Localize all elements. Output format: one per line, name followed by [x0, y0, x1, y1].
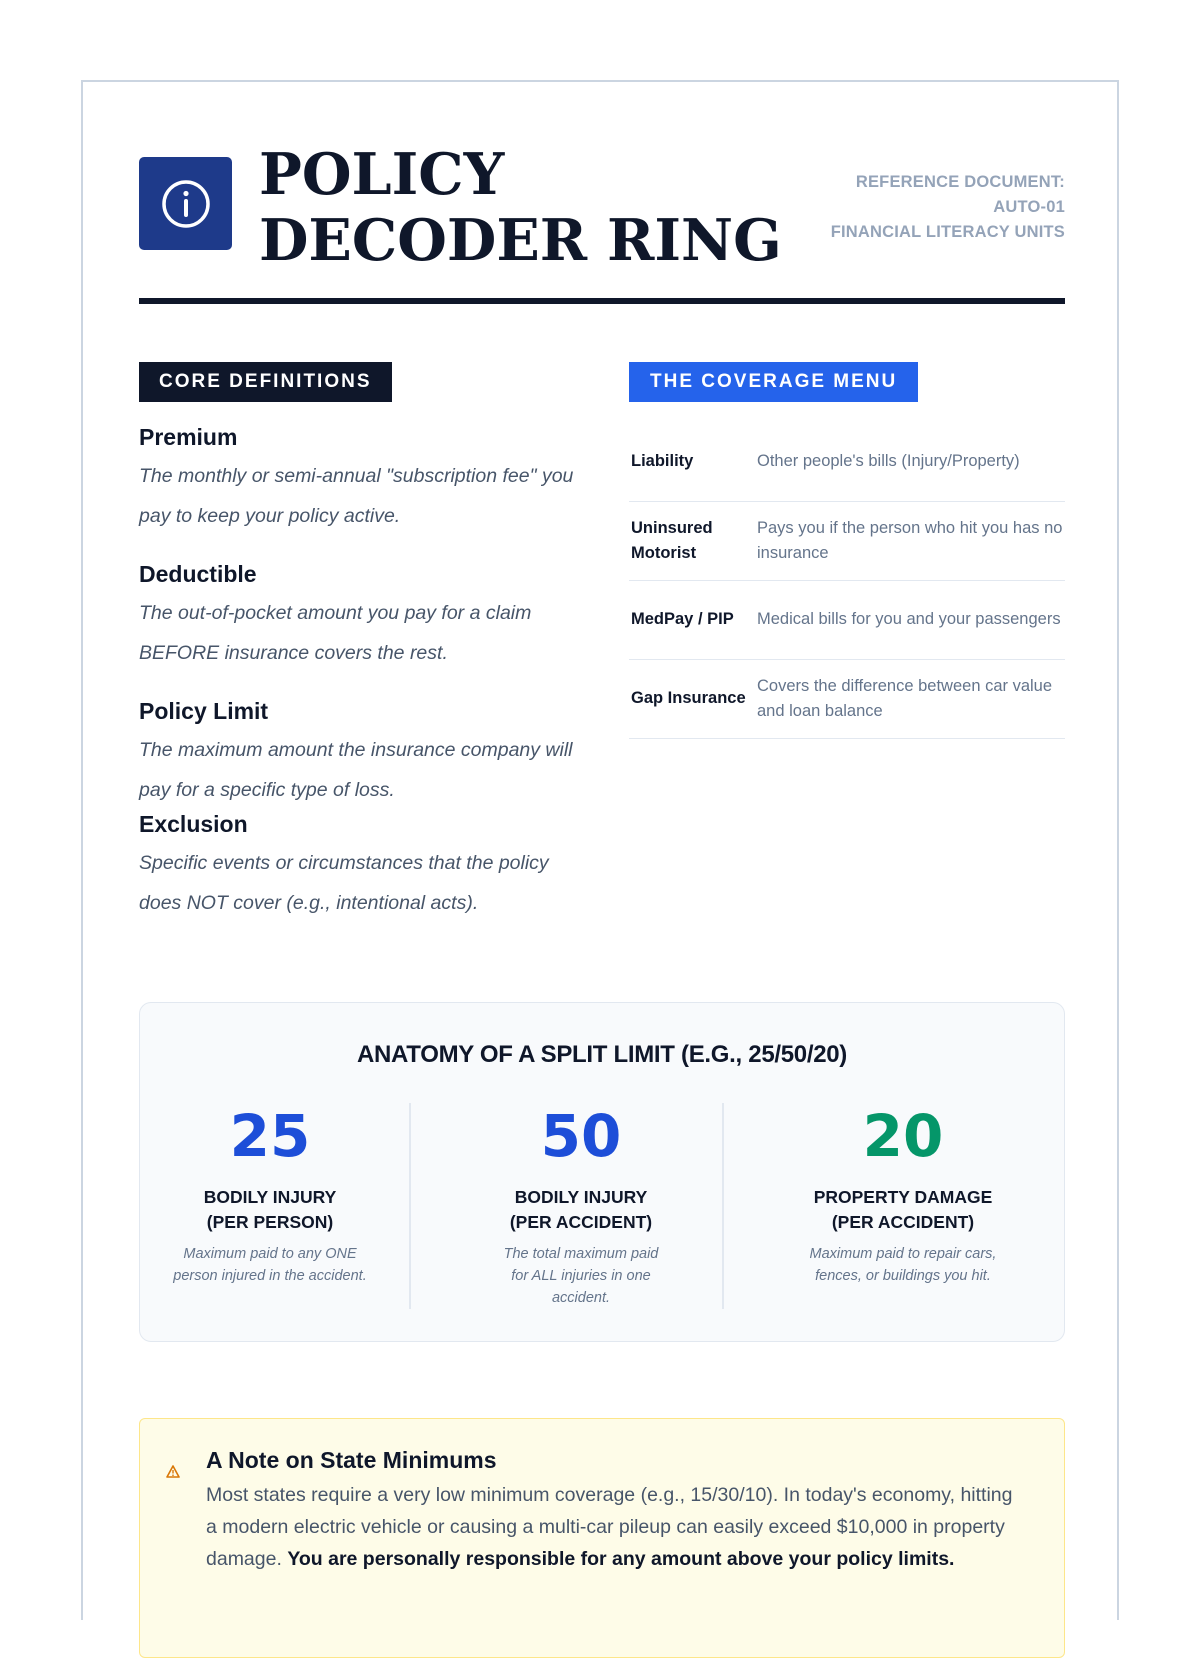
- core-definitions-section: [139, 362, 579, 914]
- limit-description: The total maximum paid for ALL injuries in one accident.: [503, 1246, 659, 1306]
- limit-description: Maximum paid to repair cars, fences, or buildings you hit.: [809, 1246, 997, 1284]
- term-definition: The monthly or semi-annual "subscription fee" you pay to keep your policy active.: [139, 465, 574, 527]
- limit-label-line: PROPERTY DAMAGE: [813, 1187, 993, 1207]
- limit-number: 25: [229, 1102, 311, 1170]
- reference-unit: FINANCIAL LITERACY UNITS: [830, 223, 1065, 241]
- term-title: Exclusion: [139, 811, 248, 837]
- column-divider: [409, 1103, 411, 1309]
- term-definition: Specific events or circumstances that the policy does NOT cover (e.g., intentional acts).: [139, 852, 549, 914]
- coverage-name: Uninsured Motorist: [629, 501, 757, 580]
- limit-number: 50: [540, 1102, 622, 1170]
- limit-bodily-injury-per-person: [170, 1103, 370, 1287]
- state-minimums-note: [139, 1418, 1065, 1658]
- term-title: Policy Limit: [139, 698, 269, 724]
- warning-icon: [166, 1465, 180, 1483]
- header-divider: [139, 298, 1065, 304]
- table-row: [629, 580, 1065, 659]
- limit-number: 20: [862, 1102, 944, 1170]
- limit-label-line: (PER ACCIDENT): [509, 1212, 653, 1232]
- coverage-menu-label: THE COVERAGE MENU: [629, 362, 918, 402]
- note-body: [206, 1479, 1026, 1575]
- term-policy-limit: [139, 696, 579, 810]
- term-premium: [139, 422, 579, 536]
- coverage-description: Other people's bills (Injury/Property): [757, 422, 1065, 501]
- term-title: Deductible: [139, 561, 257, 587]
- term-title: Premium: [139, 424, 238, 450]
- split-limit-panel: [139, 1002, 1065, 1342]
- coverage-name: Liability: [629, 422, 757, 501]
- core-definitions-label: CORE DEFINITIONS: [139, 362, 392, 402]
- page-title: POLICY DECODER RING: [259, 141, 782, 274]
- limit-label-line: (PER ACCIDENT): [831, 1212, 975, 1232]
- limit-label-line: (PER PERSON): [206, 1212, 334, 1232]
- reference-info: [805, 170, 1065, 245]
- document-sheet: [81, 80, 1119, 1620]
- limit-property-damage: [788, 1103, 1018, 1287]
- document-header: [139, 141, 1065, 274]
- term-definition: The out-of-pocket amount you pay for a claim BEFORE insurance covers the rest.: [139, 602, 532, 664]
- reference-code: AUTO-01: [993, 198, 1065, 216]
- term-exclusion: [139, 809, 579, 923]
- coverage-description: Medical bills for you and your passengers: [757, 580, 1065, 659]
- limit-label: [481, 1185, 681, 1235]
- note-emphasis: You are personally responsible for any amount above your policy limits.: [287, 1548, 955, 1570]
- table-row: [629, 659, 1065, 738]
- coverage-description: Covers the difference between car value and loan balance: [757, 659, 1065, 738]
- coverage-description: Pays you if the person who hit you has no insurance: [757, 501, 1065, 580]
- table-row: [629, 501, 1065, 580]
- column-divider: [722, 1103, 724, 1309]
- limit-label: [788, 1185, 1018, 1235]
- limit-bodily-injury-per-accident: [481, 1103, 681, 1309]
- term-definition: The maximum amount the insurance company will pay for a specific type of loss.: [139, 739, 573, 801]
- term-deductible: [139, 559, 579, 673]
- reference-label: REFERENCE DOCUMENT:: [855, 173, 1065, 191]
- table-row: [629, 422, 1065, 501]
- coverage-name: Gap Insurance: [629, 659, 757, 738]
- note-text: Most states require a very low minimum coverage (e.g., 15/30/10). In today's economy, hitting a modern electric vehicle or causing a multi-car pileup can easily exceed $10,000 in property damage.: [206, 1484, 1013, 1570]
- limit-label-line: BODILY INJURY: [203, 1187, 337, 1207]
- coverage-table: [629, 422, 1065, 739]
- coverage-menu-section: [629, 362, 1065, 720]
- coverage-name: MedPay / PIP: [629, 580, 757, 659]
- note-title: A Note on State Minimums: [206, 1447, 497, 1473]
- info-icon: [139, 157, 232, 250]
- limit-description: Maximum paid to any ONE person injured in the accident.: [173, 1246, 367, 1284]
- split-limit-title: ANATOMY OF A SPLIT LIMIT (E.G., 25/50/20): [356, 1041, 847, 1068]
- limit-label: [170, 1185, 370, 1235]
- limit-label-line: BODILY INJURY: [514, 1187, 648, 1207]
